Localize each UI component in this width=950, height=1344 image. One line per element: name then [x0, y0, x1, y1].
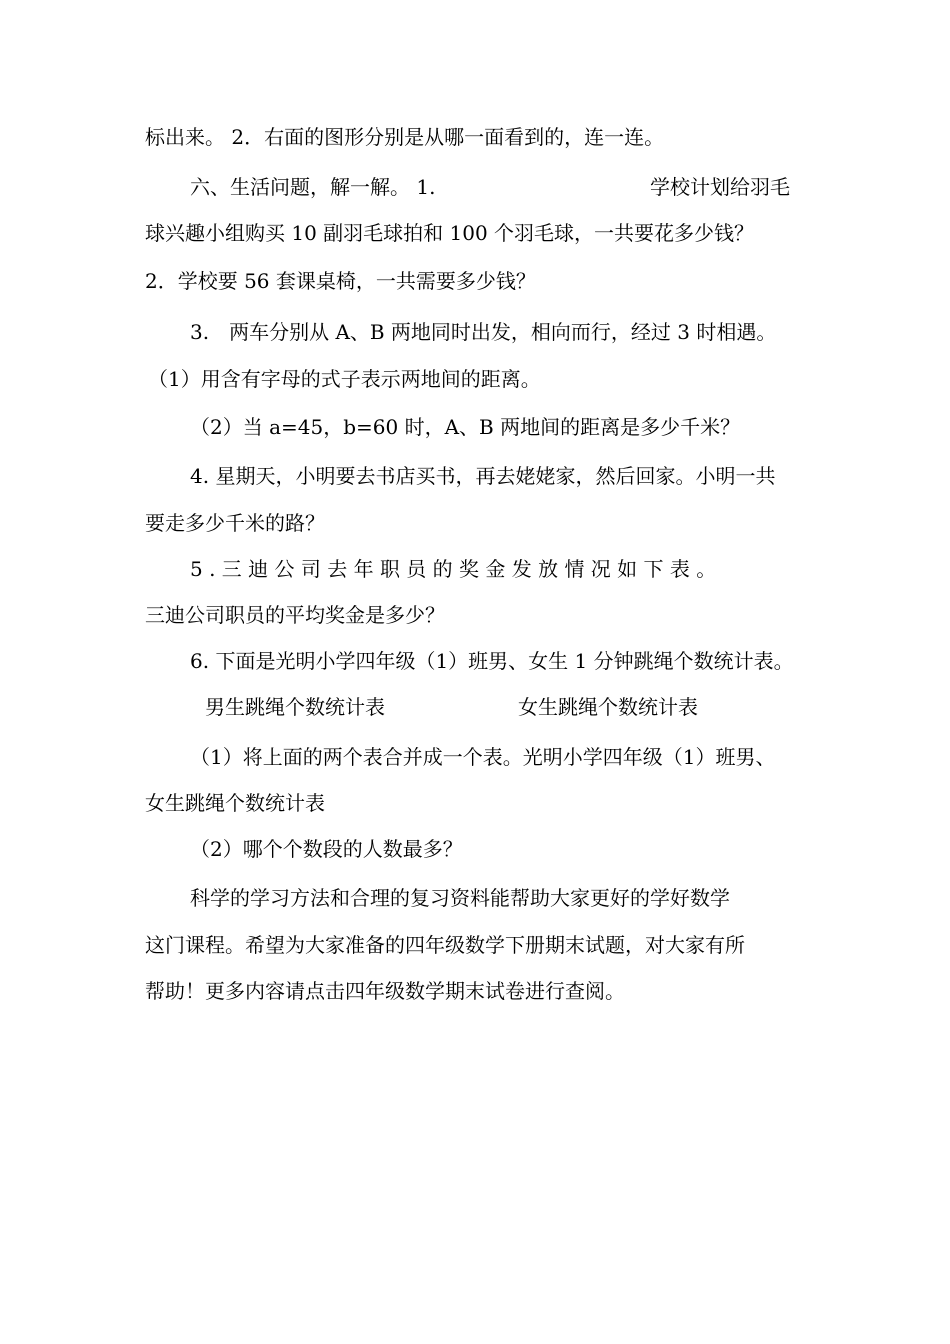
- text-line: 三迪公司职员的平均奖金是多少？: [145, 603, 445, 627]
- text-line: 女生跳绳个数统计表: [145, 791, 325, 815]
- table-caption-boys: 男生跳绳个数统计表: [205, 695, 385, 719]
- text-line: 球兴趣小组购买 10 副羽毛球拍和 100 个羽毛球，一共要花多少钱？: [145, 221, 755, 245]
- text-line: （1）用含有字母的式子表示两地间的距离。: [148, 367, 541, 391]
- text-line: 5 . 三 迪 公 司 去 年 职 员 的 奖 金 发 放 情 况 如 下 表 。: [190, 557, 717, 581]
- text-line: 2．学校要 56 套课桌椅，一共需要多少钱？: [145, 269, 536, 293]
- text-line: （1）将上面的两个表合并成一个表。光明小学四年级（1）班男、: [190, 745, 776, 769]
- table-caption-girls: 女生跳绳个数统计表: [518, 695, 698, 719]
- text-line: 六、生活问题，解一解。 1.: [190, 175, 436, 199]
- text-line: （2）哪个个数段的人数最多？: [190, 837, 463, 861]
- text-line: （2）当 a=45，b=60 时，A、B 两地间的距离是多少千米？: [190, 415, 741, 439]
- text-line: 帮助！更多内容请点击四年级数学期末试卷进行查阅。: [145, 979, 625, 1003]
- text-line: 这门课程。希望为大家准备的四年级数学下册期末试题，对大家有所: [145, 933, 745, 957]
- text-line: 3. 两车分别从 A、B 两地同时出发，相向而行，经过 3 时相遇。: [190, 320, 777, 344]
- text-line: 要走多少千米的路？: [145, 511, 325, 535]
- text-line: 标出来。 2．右面的图形分别是从哪一面看到的，连一连。: [145, 125, 665, 149]
- text-line: 科学的学习方法和合理的复习资料能帮助大家更好的学好数学: [190, 886, 730, 910]
- text-line: 6. 下面是光明小学四年级（1）班男、女生 1 分钟跳绳个数统计表。: [190, 649, 794, 673]
- text-line: 4. 星期天，小明要去书店买书，再去姥姥家，然后回家。小明一共: [190, 464, 776, 488]
- text-line: 学校计划给羽毛: [650, 175, 790, 199]
